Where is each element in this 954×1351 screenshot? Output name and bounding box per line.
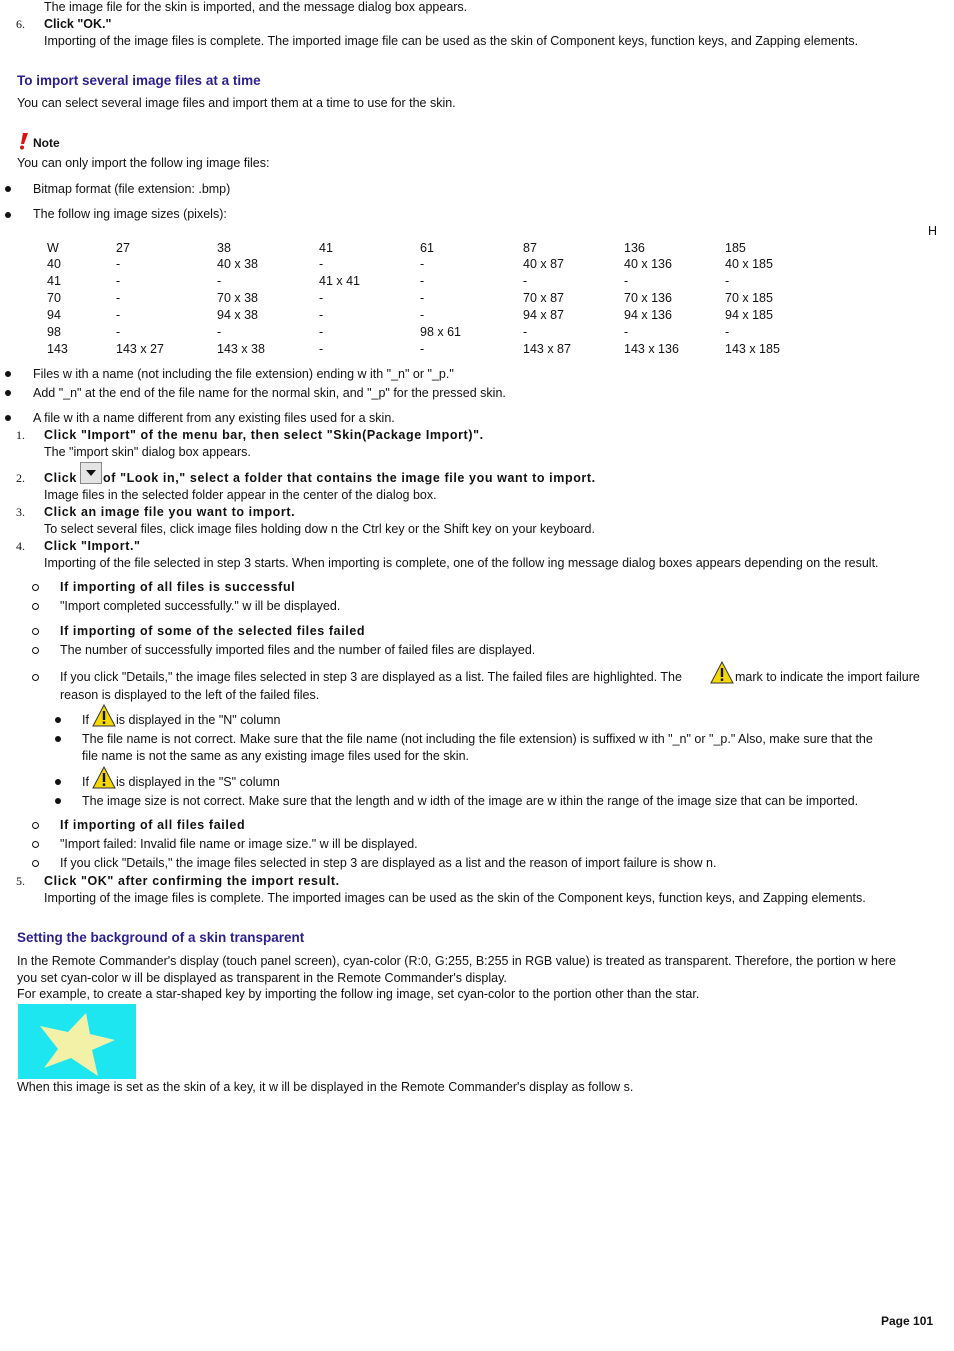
circle-bullet-icon	[32, 647, 39, 654]
star-key-example-image	[18, 1004, 136, 1079]
table-cell: 70 x 136	[624, 291, 672, 305]
result-body: The number of successfully imported files and the number of failed files are displayed.	[60, 643, 536, 657]
table-cell: -	[319, 291, 324, 305]
condition-body: file name is not the same as any existing image files used for the skin.	[82, 749, 469, 763]
table-cell: -	[116, 325, 121, 339]
table-cell: -	[725, 325, 730, 339]
table-header-cell: 87	[523, 241, 537, 255]
note-bullet: Add "_n" at the end of the file name for the normal skin, and "_p" for the pressed skin.	[33, 386, 506, 400]
result-body: mark to indicate the import failure	[735, 670, 920, 684]
table-cell: 70	[47, 291, 61, 305]
warning-icon	[92, 766, 116, 790]
condition-column: is displayed in the "S" column	[116, 775, 280, 789]
step-number: 3.	[16, 505, 25, 519]
step-body: Image files in the selected folder appear in the center of the dialog box.	[44, 488, 437, 502]
note-intro: You can only import the follow ing image files:	[17, 156, 270, 170]
table-header-cell: 61	[420, 241, 434, 255]
result-body: If you click "Details," the image files selected in step 3 are displayed as a list. The failed files are highlighted. The	[60, 670, 682, 684]
note-bullet: The follow ing image sizes (pixels):	[33, 207, 227, 221]
table-cell: 40	[47, 257, 61, 271]
table-cell: 94 x 87	[523, 308, 565, 322]
step-click-label: Click	[44, 471, 77, 485]
table-header-cell: 185	[725, 241, 746, 255]
table-cell: 98	[47, 325, 61, 339]
table-cell: 40 x 38	[217, 257, 259, 271]
bullet-icon	[5, 415, 11, 421]
note-bullet: A file w ith a name different from any existing files used for a skin.	[33, 411, 395, 425]
table-cell: -	[319, 308, 324, 322]
result-body: If you click "Details," the image files selected in step 3 are displayed as a list and the reason of import failure is show n.	[60, 856, 717, 870]
paragraph: When this image is set as the skin of a key, it w ill be displayed in the Remote Commander's display as follow s.	[17, 1080, 634, 1094]
bullet-icon	[55, 779, 61, 785]
step-number: 1.	[16, 428, 25, 442]
table-cell: -	[319, 342, 324, 356]
table-cell: 94	[47, 308, 61, 322]
page-number: Page 101	[881, 1314, 934, 1328]
step-body: Importing of the image files is complete. The imported image file can be used as the skin of Component keys, function keys, and Zapping elements.	[44, 34, 859, 48]
result-title: If importing of some of the selected files failed	[60, 624, 366, 638]
step-title: Click an image file you want to import.	[44, 505, 296, 519]
table-cell: -	[420, 291, 425, 305]
bullet-icon	[5, 371, 11, 377]
result-body: "Import completed successfully." w ill be displayed.	[60, 599, 341, 613]
bullet-icon	[5, 186, 11, 192]
table-cell: 70 x 38	[217, 291, 259, 305]
table-header-cell: 136	[624, 241, 645, 255]
table-cell: 143 x 87	[523, 342, 571, 356]
note-bullet: Bitmap format (file extension: .bmp)	[33, 182, 231, 196]
note-label: Note	[33, 136, 60, 150]
table-cell: 40 x 185	[725, 257, 773, 271]
table-cell: 143 x 27	[116, 342, 164, 356]
table-cell: -	[116, 291, 121, 305]
step-title: Click "Import" of the menu bar, then select "Skin(Package Import)".	[44, 428, 484, 442]
circle-bullet-icon	[32, 674, 39, 681]
table-cell: -	[116, 308, 121, 322]
condition-if: If	[82, 713, 89, 727]
section-heading-transparent: Setting the background of a skin transparent	[17, 930, 305, 945]
table-cell: -	[523, 325, 528, 339]
step-number: 6.	[16, 17, 25, 31]
circle-bullet-icon	[32, 822, 39, 829]
result-body: reason is displayed to the left of the failed files.	[60, 688, 320, 702]
condition-body: The image size is not correct. Make sure that the length and w idth of the image are w ithin the range of the image size that can be imported.	[82, 794, 859, 808]
step-number: 2.	[16, 471, 25, 485]
condition-if: If	[82, 775, 89, 789]
table-cell: -	[420, 274, 425, 288]
bullet-icon	[5, 212, 11, 218]
bullet-icon	[55, 798, 61, 804]
table-cell: 94 x 185	[725, 308, 773, 322]
bullet-icon	[55, 717, 61, 723]
table-cell: -	[319, 325, 324, 339]
step-title: Click "OK."	[44, 17, 112, 31]
table-cell: 98 x 61	[420, 325, 462, 339]
step-title: Click "Import."	[44, 539, 141, 553]
result-title: If importing of all files is successful	[60, 580, 296, 594]
table-header-cell: 38	[217, 241, 231, 255]
table-cell: -	[116, 274, 121, 288]
circle-bullet-icon	[32, 860, 39, 867]
table-axis-label-h: H	[928, 224, 938, 238]
note-bullet: Files w ith a name (not including the file extension) ending w ith "_n" or "_p."	[33, 367, 454, 381]
table-cell: 94 x 38	[217, 308, 259, 322]
table-cell: -	[725, 274, 730, 288]
result-body: "Import failed: Invalid file name or image size." w ill be displayed.	[60, 837, 418, 851]
look-in-dropdown-button[interactable]	[80, 462, 102, 484]
table-cell: 41 x 41	[319, 274, 361, 288]
table-cell: 143 x 136	[624, 342, 679, 356]
table-cell: -	[217, 325, 222, 339]
chevron-down-icon	[81, 463, 101, 483]
table-cell: -	[624, 274, 629, 288]
step-title: of "Look in," select a folder that contains the image file you want to import.	[103, 471, 596, 485]
table-cell: -	[420, 342, 425, 356]
table-cell: -	[116, 257, 121, 271]
step-body: Importing of the file selected in step 3 starts. When importing is complete, one of the follow ing message dialog boxes appears depending on the result.	[44, 556, 879, 570]
table-cell: 143	[47, 342, 68, 356]
circle-bullet-icon	[32, 584, 39, 591]
table-header-cell: W	[47, 241, 59, 255]
table-cell: 70 x 87	[523, 291, 565, 305]
table-cell: -	[420, 257, 425, 271]
circle-bullet-icon	[32, 628, 39, 635]
warning-icon	[710, 661, 734, 685]
circle-bullet-icon	[32, 603, 39, 610]
step-body: Importing of the image files is complete. The imported images can be used as the skin of the Component keys, function keys, and Zapping elements.	[44, 891, 866, 905]
result-title: If importing of all files failed	[60, 818, 246, 832]
bullet-icon	[55, 736, 61, 742]
section-heading-import-several: To import several image files at a time	[17, 73, 261, 88]
warning-icon	[92, 704, 116, 728]
table-cell: 41	[47, 274, 61, 288]
bullet-icon	[5, 390, 11, 396]
step-body: The "import skin" dialog box appears.	[44, 445, 251, 459]
table-cell: 143 x 185	[725, 342, 780, 356]
step-number: 4.	[16, 539, 25, 553]
table-cell: 70 x 185	[725, 291, 773, 305]
table-cell: -	[624, 325, 629, 339]
table-cell: 94 x 136	[624, 308, 672, 322]
table-cell: -	[420, 308, 425, 322]
step-body: To select several files, click image files holding dow n the Ctrl key or the Shift key on your keyboard.	[44, 522, 595, 536]
step-title: Click "OK" after confirming the import result.	[44, 874, 340, 888]
table-cell: -	[217, 274, 222, 288]
circle-bullet-icon	[32, 841, 39, 848]
step-number: 5.	[16, 874, 25, 888]
condition-body: The file name is not correct. Make sure that the file name (not including the file extension) is suffixed w ith "_n" or "_p." Also, make sure that the	[82, 732, 873, 746]
paragraph: For example, to create a star-shaped key by importing the follow ing image, set cyan-color to the portion other than the star.	[17, 987, 700, 1001]
paragraph: In the Remote Commander's display (touch panel screen), cyan-color (R:0, G:255, B:255 in RGB value) is treated as transparent. Therefore, the portion w here	[17, 954, 896, 968]
table-cell: 143 x 38	[217, 342, 265, 356]
paragraph: you set cyan-color w ill be displayed as transparent in the Remote Commander's display.	[17, 971, 507, 985]
table-cell: -	[523, 274, 528, 288]
note-exclamation-icon	[18, 132, 30, 150]
section-intro: You can select several image files and import them at a time to use for the skin.	[17, 96, 456, 110]
prev-step-text: The image file for the skin is imported, and the message dialog box appears.	[44, 0, 468, 14]
condition-column: is displayed in the "N" column	[116, 713, 281, 727]
table-cell: 40 x 87	[523, 257, 565, 271]
table-cell: 40 x 136	[624, 257, 672, 271]
table-header-cell: 27	[116, 241, 130, 255]
table-header-cell: 41	[319, 241, 333, 255]
table-cell: -	[319, 257, 324, 271]
